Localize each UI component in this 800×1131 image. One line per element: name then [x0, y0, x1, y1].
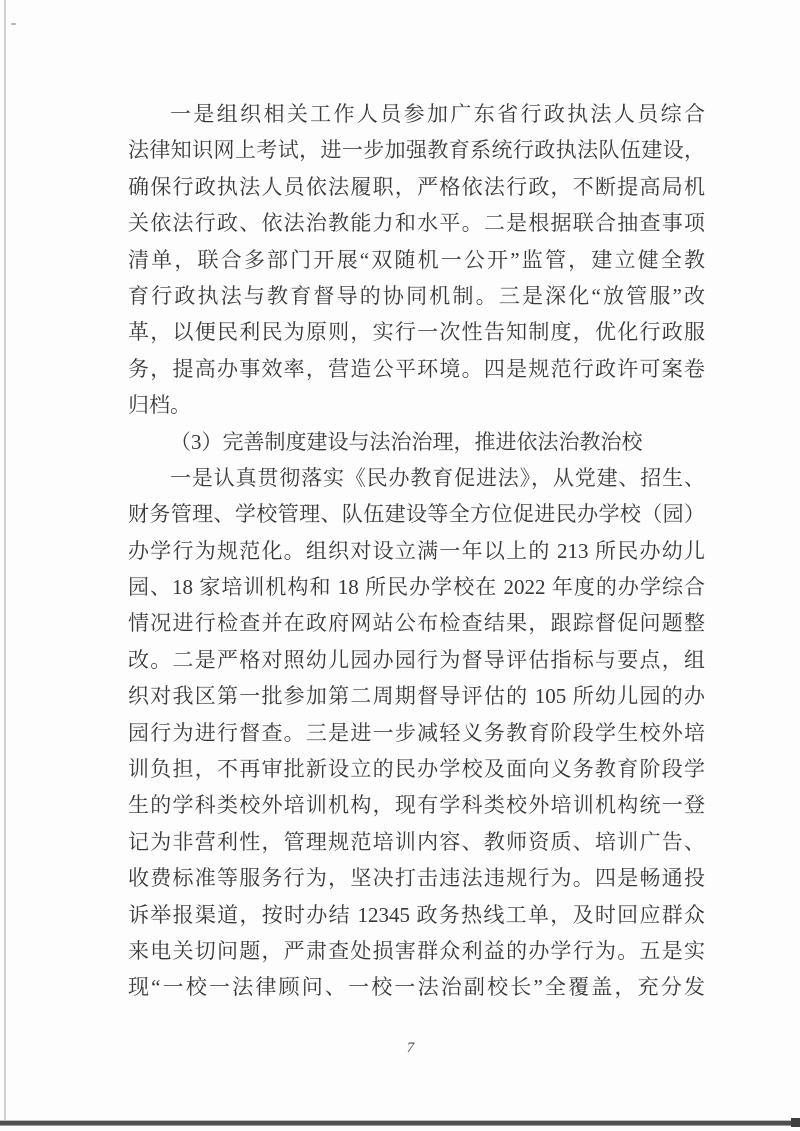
text-line: 记为非营利性，管理规范培训内容、教师资质、培训广告、 [128, 829, 705, 854]
text-line: 一是组织相关工作人员参加广东省行政执法人员综合 [170, 102, 705, 126]
text-line: 情况进行检查并在政府网站公布检查结果，跟踪督促问题整 [128, 611, 705, 636]
text-line: 训负担，不再审批新设立的民办学校及面向义务教育阶段学 [128, 757, 705, 782]
scan-bottom-border [0, 1121, 800, 1125]
scan-speck [11, 23, 16, 25]
text-line: 园行为进行督查。三是进一步减轻义务教育阶段学生校外培 [128, 720, 705, 745]
text-line: 织对我区第一批参加第二周期督导评估的 105 所幼儿园的办 [128, 684, 705, 709]
text-line: 务，提高办事效率，营造公平环境。四是规范行政许可案卷 [128, 356, 705, 381]
text-line: 生的学科类校外培训机构，现有学科类校外培训机构统一登 [128, 793, 705, 818]
text-line: 革，以便民利民为原则，实行一次性告知制度，优化行政服 [128, 320, 705, 345]
text-line: 诉举报渠道，按时办结 12345 政务热线工单，及时回应群众 [128, 902, 705, 927]
text-line: 一是认真贯彻落实《民办教育促进法》，从党建、招生、 [170, 465, 705, 490]
text-line: 法律知识网上考试，进一步加强教育系统行政执法队伍建设， [128, 138, 705, 163]
text-line: 财务管理、学校管理、队伍建设等全方位促进民办学校（园） [128, 502, 705, 527]
text-line: 确保行政执法人员依法履职，严格依法行政，不断提高局机 [128, 174, 705, 199]
text-line: 现“一校一法律顾问、一校一法治副校长”全覆盖，充分发 [128, 975, 705, 1000]
text-line: 育行政执法与教育督导的协同机制。三是深化“放管服”改 [128, 283, 705, 308]
text-line: 清单，联合多部门开展“双随机一公开”监管，建立健全教 [128, 247, 705, 272]
scan-corner-artifact [791, 1118, 800, 1127]
text-line: 关依法行政、依法治教能力和水平。二是根据联合抽查事项 [128, 211, 705, 236]
text-line-section-heading: （3）完善制度建设与法治治理，推进依法治教治校 [170, 429, 643, 454]
text-line: 改。二是严格对照幼儿园办园行为督导评估指标与要点，组 [128, 647, 705, 672]
text-line: 园、18 家培训机构和 18 所民办学校在 2022 年度的办学综合 [128, 575, 705, 600]
text-line: 归档。 [128, 393, 191, 418]
scan-left-edge-line [4, 0, 6, 1123]
document-text-block [128, 96, 705, 1006]
page-number: 7 [406, 1040, 415, 1056]
text-line: 办学行为规范化。组织对设立满一年以上的 213 所民办幼儿 [128, 538, 705, 563]
text-line: 来电关切问题，严肃查处损害群众利益的办学行为。五是实 [128, 938, 705, 963]
text-line: 收费标准等服务行为，坚决打击违法违规行为。四是畅通投 [128, 866, 705, 891]
